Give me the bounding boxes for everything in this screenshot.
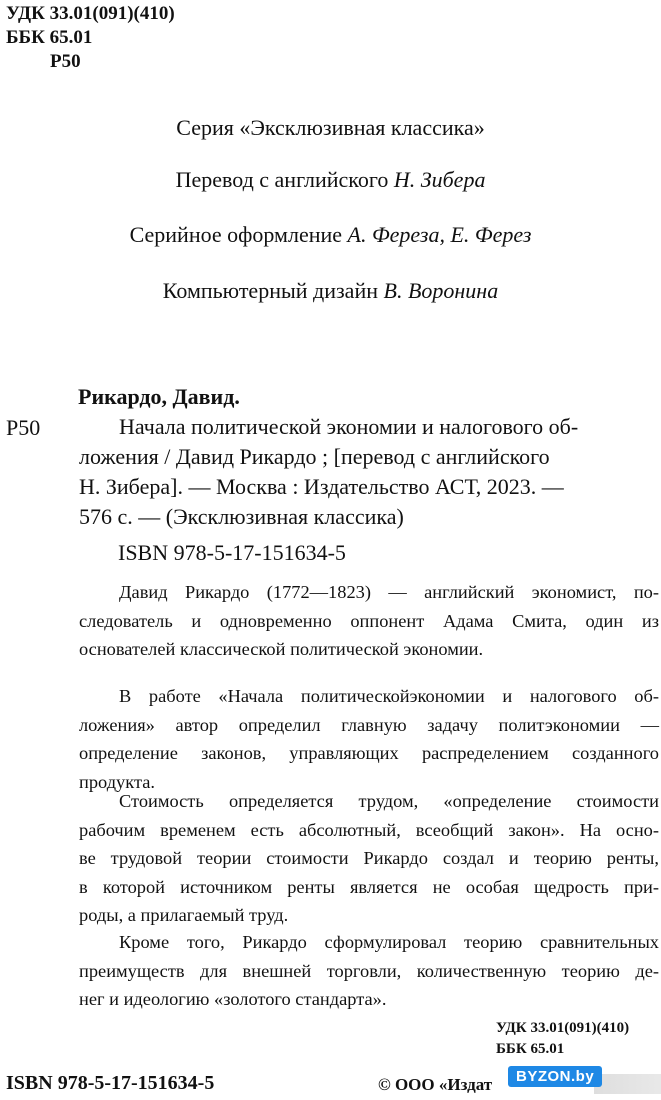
abstract-line: Давид Рикардо (1772—1823) — английский экономист, по-	[119, 582, 659, 602]
abstract-paragraph-1	[79, 578, 659, 664]
translator-name: Н. Зибера	[393, 167, 486, 192]
computer-designer-name: В. Воронина	[383, 278, 499, 303]
bbk-code: ББК 65.01	[6, 27, 93, 48]
abstract-line: роды, а прилагаемый труд.	[79, 905, 289, 926]
watermark-fade	[594, 1074, 661, 1094]
footer-isbn: ISBN 978-5-17-151634-5	[6, 1072, 215, 1094]
abstract-line: основателей классической политической экономии.	[79, 639, 484, 660]
catalog-line: ложения / Давид Рикардо ; [перевод с английского	[79, 444, 550, 469]
abstract-line: Кроме того, Рикардо сформулировал теорию сравнительных	[119, 932, 659, 952]
abstract-paragraph-2	[79, 682, 659, 796]
computer-design-prefix: Компьютерный дизайн	[162, 278, 384, 303]
abstract-line: в которой источником ренты является не особая щедрость при-	[79, 876, 659, 897]
series-design-prefix: Серийное оформление	[129, 222, 348, 247]
translation-prefix: Перевод с английского	[175, 167, 394, 192]
abstract-line: определение законов, управляющих распределением созданного	[79, 743, 659, 764]
udk-code: УДК 33.01(091)(410)	[6, 3, 175, 24]
series-text: Серия «Эксклюзивная классика»	[176, 115, 485, 140]
catalog-line: 576 с. — (Эксклюзивная классика)	[79, 504, 404, 529]
bottom-bbk-code: ББК 65.01	[496, 1041, 565, 1057]
computer-design-line	[0, 278, 661, 304]
bottom-classification-codes	[496, 1018, 629, 1060]
catalog-author-heading: Рикардо, Давид.	[78, 384, 240, 409]
catalog-line: Н. Зибера]. — Москва : Издательство АСТ, 2023. —	[79, 474, 564, 499]
abstract-line: ложения» автор определил главную задачу политэкономии —	[79, 714, 659, 735]
top-classification-codes	[6, 2, 175, 74]
abstract-paragraph-3	[79, 787, 659, 930]
abstract-line: следователь и одновременно оппонент Адама Смита, один из	[79, 610, 659, 631]
abstract-line: рабочим временем есть абсолютный, всеобщий закон». На осно-	[79, 819, 659, 840]
abstract-paragraph-4	[79, 928, 659, 1014]
translation-line	[0, 167, 661, 193]
catalog-description	[79, 412, 659, 532]
abstract-line: нег и идеологию «золотого стандарта».	[79, 989, 387, 1010]
abstract-line: преимуществ для внешней торговли, количественную теорию де-	[79, 960, 659, 981]
series-line	[0, 115, 661, 141]
abstract-line: продукта.	[79, 771, 155, 792]
catalog-mark: Р50	[6, 415, 41, 440]
bottom-udk-code: УДК 33.01(091)(410)	[496, 1020, 630, 1036]
author-mark: Р50	[50, 51, 81, 72]
catalog-isbn: ISBN 978-5-17-151634-5	[118, 540, 346, 565]
watermark-logo: BYZON.by	[508, 1066, 602, 1087]
series-design-line	[0, 222, 661, 248]
abstract-line: В работе «Начала политическойэкономии и налогового об-	[119, 686, 659, 706]
abstract-line: Стоимость определяется трудом, «определение стоимости	[119, 791, 659, 811]
footer-copyright: © ООО «Издат	[378, 1075, 493, 1094]
catalog-line: Начала политической экономии и налогового об-	[119, 414, 579, 439]
series-designers: А. Фереза, Е. Ферез	[347, 222, 532, 247]
abstract-line: ве трудовой теории стоимости Рикардо создал и теорию ренты,	[79, 848, 659, 869]
